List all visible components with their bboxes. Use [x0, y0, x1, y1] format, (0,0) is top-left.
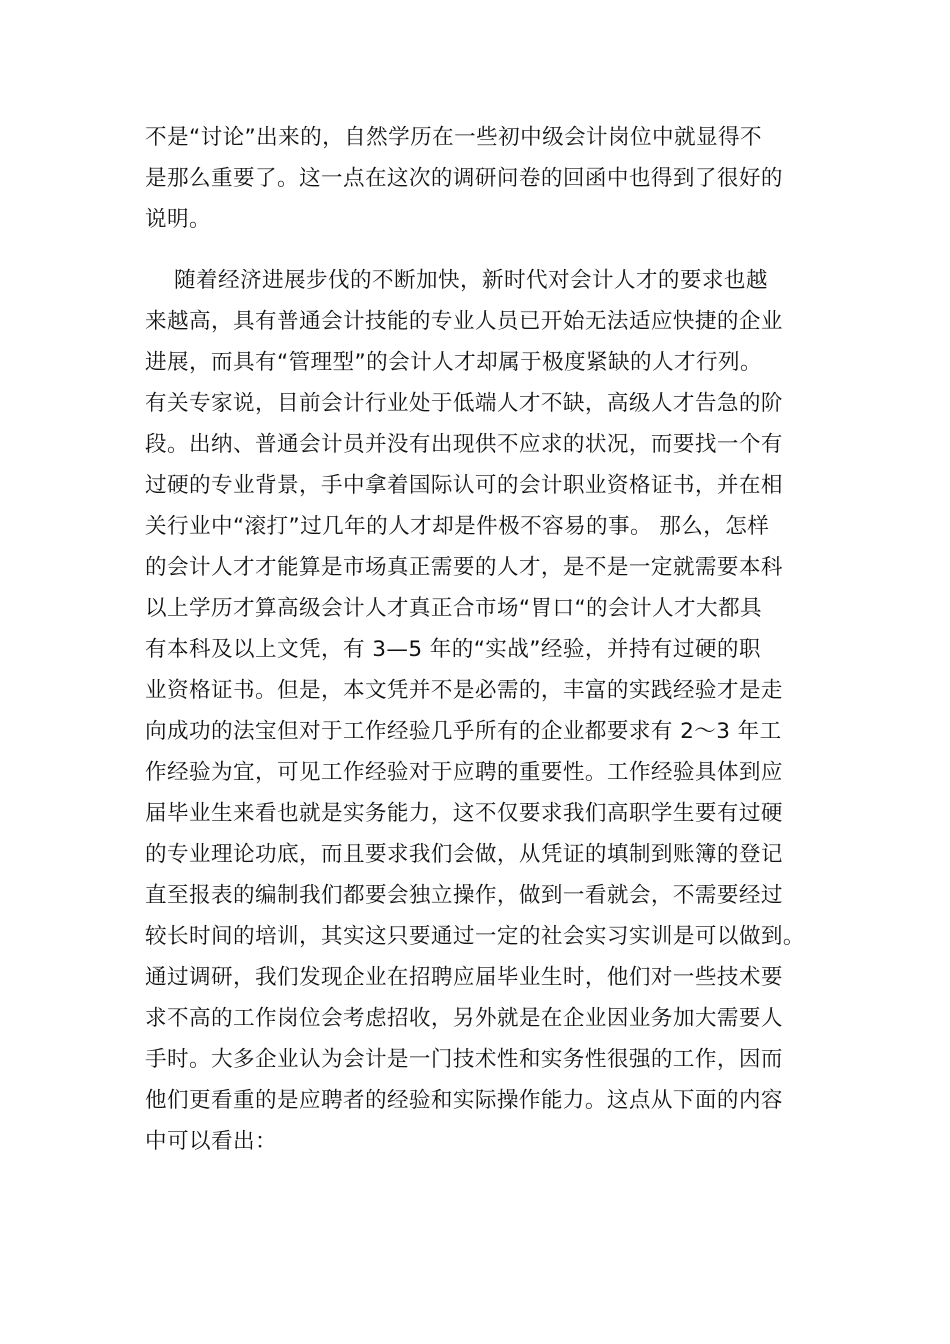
- text-line: 有关专家说，目前会计行业处于低端人才不缺，高级人才告急的阶: [145, 391, 783, 416]
- text-line: 中可以看出：: [145, 1129, 277, 1154]
- text-line: 向成功的法宝但对于工作经验几乎所有的企业都要求有 2～3 年工: [145, 719, 782, 744]
- text-line: 以上学历才算高级会计人才真正合市场“胃口“的会计人才大都具: [145, 596, 763, 621]
- text-line: 来越高，具有普通会计技能的专业人员已开始无法适应快捷的企业: [145, 309, 783, 334]
- text-line: 过硬的专业背景，手中拿着国际认可的会计职业资格证书，并在相: [145, 473, 783, 498]
- paragraph-1: [145, 117, 783, 240]
- text-line: 的专业理论功底，而且要求我们会做，从凭证的填制到账簿的登记: [145, 842, 783, 867]
- text-line: 业资格证书。但是，本文凭并不是必需的，丰富的实践经验才是走: [145, 678, 783, 703]
- text-line: 届毕业生来看也就是实务能力，这不仅要求我们高职学生要有过硬: [145, 801, 783, 826]
- text-line: 进展，而具有“管理型”的会计人才却属于极度紧缺的人才行列。: [145, 350, 763, 375]
- paragraph-2: [145, 260, 805, 1162]
- text-line: 说明。: [145, 207, 211, 232]
- text-line: 通过调研，我们发现企业在招聘应届毕业生时，他们对一些技术要: [145, 965, 783, 990]
- text-line: 较长时间的培训，其实这只要通过一定的社会实习实训是可以做到。: [145, 924, 805, 949]
- text-line: 有本科及以上文凭，有 3—5 年的“实战”经验，并持有过硬的职: [145, 637, 761, 662]
- text-line: 他们更看重的是应聘者的经验和实际操作能力。这点从下面的内容: [145, 1088, 783, 1113]
- text-line: 段。出纳、普通会计员并没有出现供不应求的状况，而要找一个有: [145, 432, 783, 457]
- text-line: 作经验为宜，可见工作经验对于应聘的重要性。工作经验具体到应: [145, 760, 783, 785]
- text-line: 关行业中“滚打”过几年的人才却是件极不容易的事。 那么，怎样: [145, 514, 770, 539]
- text-line: 手时。大多企业认为会计是一门技术性和实务性很强的工作，因而: [145, 1047, 783, 1072]
- text-line: 的会计人才才能算是市场真正需要的人才，是不是一定就需要本科: [145, 555, 783, 580]
- text-line: 随着经济进展步伐的不断加快，新时代对会计人才的要求也越: [145, 268, 768, 293]
- text-line: 直至报表的编制我们都要会独立操作，做到一看就会，不需要经过: [145, 883, 783, 908]
- text-line: 是那么重要了。这一点在这次的调研问卷的回函中也得到了很好的: [145, 166, 783, 191]
- text-line: 求不高的工作岗位会考虑招收，另外就是在企业因业务加大需要人: [145, 1006, 783, 1031]
- text-line: 不是“讨论”出来的，自然学历在一些初中级会计岗位中就显得不: [145, 125, 763, 150]
